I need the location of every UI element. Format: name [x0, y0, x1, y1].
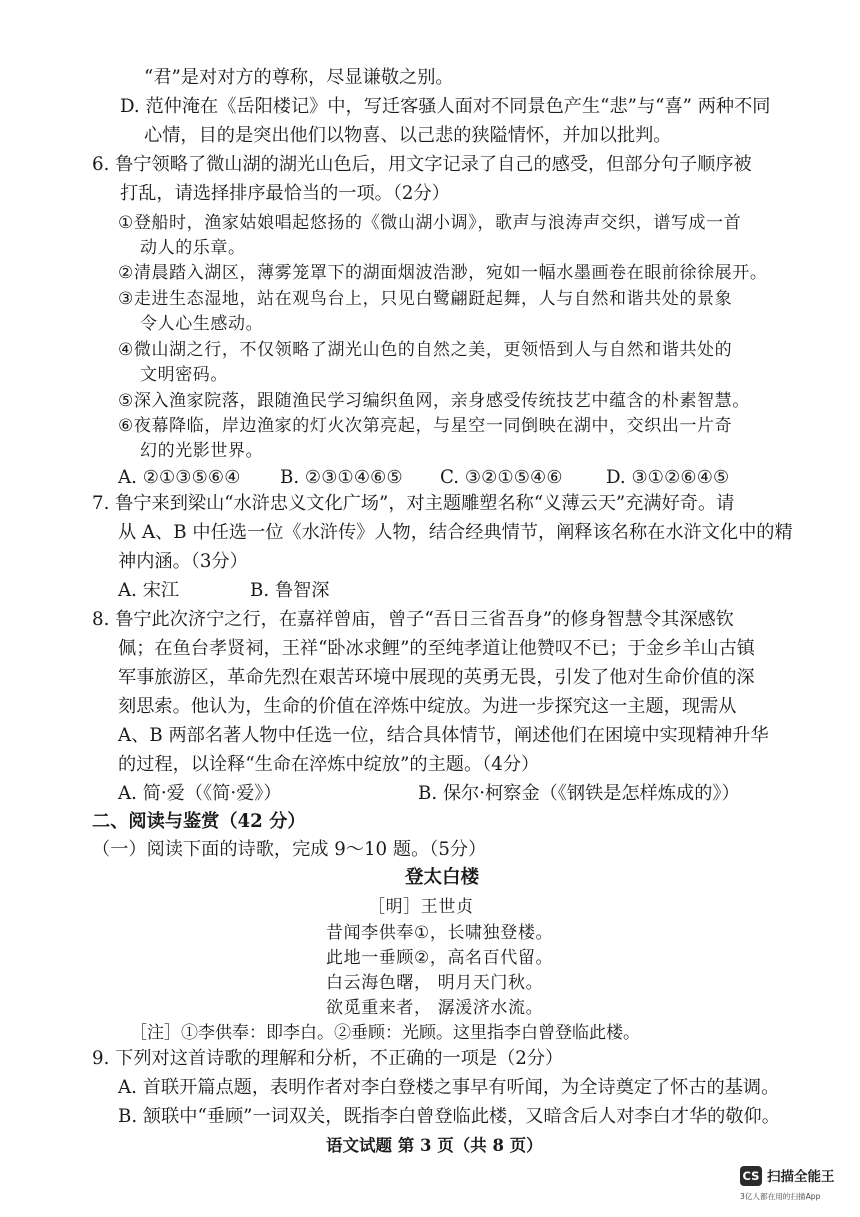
question-9-stem: 9. 下列对这首诗歌的理解和分析，不正确的一项是（2分）	[92, 1048, 564, 1069]
question-8-line6: 的过程，以诠释“生命在淬炼中绽放”的主题。（4分）	[118, 754, 540, 775]
watermark-tagline: 3亿人都在用的扫描App	[740, 1192, 821, 1201]
question-6-option-c: C. ③②①⑤④⑥	[440, 467, 563, 488]
sentence-4-line1: ④微山湖之行，不仅领略了湖光山色的自然之美，更领悟到人与自然和谐共处的	[118, 340, 733, 360]
question-8-option-a: A. 简·爱（《简·爱》）	[118, 783, 282, 804]
poem-line-4: 欲觅重来者， 潺湲济水流。	[326, 998, 544, 1018]
question-7-option-b: B. 鲁智深	[250, 580, 330, 601]
scanner-watermark	[740, 1163, 860, 1213]
question-8-line5: A、B 两部名著人物中任选一位，结合具体情节，阐述他们在困境中实现精神升华	[118, 725, 769, 746]
question-8-line4: 刻思索。他认为，生命的价值在淬炼中绽放。为进一步探究这一主题，现需从	[118, 696, 737, 717]
option-d-line2: 心情，目的是突出他们以物喜、以己悲的狭隘情怀，并加以批判。	[144, 125, 672, 146]
sentence-5: ⑤深入渔家院落，跟随渔民学习编织鱼网，亲身感受传统技艺中蕴含的朴素智慧。	[118, 391, 750, 411]
sentence-1-line2: 动人的乐章。	[140, 238, 246, 258]
question-9-option-a: A. 首联开篇点题，表明作者对李白登楼之事早有听闻，为全诗奠定了怀古的基调。	[118, 1077, 780, 1098]
question-9-option-b: B. 颔联中“垂顾”一词双关，既指李白曾登临此楼，又暗含后人对李白才华的敬仰。	[118, 1106, 780, 1127]
sentence-2: ②清晨踏入湖区，薄雾笼罩下的湖面烟波浩渺，宛如一幅水墨画卷在眼前徐徐展开。	[118, 263, 768, 283]
section-2-heading: 二、阅读与鉴赏（42 分）	[92, 811, 306, 832]
question-7-stem-line2: 从 A、B 中任选一位《水浒传》人物，结合经典情节，阐释该名称在水浒文化中的精	[118, 522, 793, 543]
sentence-4-line2: 文明密码。	[140, 365, 228, 385]
poem-line-2: 此地一垂顾②，高名百代留。	[326, 948, 554, 968]
question-7-option-a: A. 宋江	[118, 580, 180, 601]
question-6-option-d: D. ③①②⑥④⑤	[606, 467, 730, 488]
question-7-stem-line3: 神内涵。（3分）	[118, 551, 248, 572]
sentence-1-line1: ①登船时，渔家姑娘唱起悠扬的《微山湖小调》，歌声与浪涛声交织，谱写成一首	[118, 213, 742, 233]
camscanner-logo-icon: CS	[740, 1166, 762, 1186]
question-7-stem-line1: 7. 鲁宁来到梁山“水浒忠义文化广场”，对主题雕塑名称“义薄云天”充满好奇。请	[92, 493, 735, 514]
option-d-tail: “君”是对对方的尊称，尽显谦敬之别。	[144, 67, 454, 88]
sentence-3-line2: 令人心生感动。	[140, 314, 264, 334]
page-footer: 语文试题 第 3 页（共 8 页）	[326, 1136, 543, 1155]
poem-author: ［明］王世贞	[368, 897, 474, 917]
poem-line-1: 昔闻李供奉①，长啸独登楼。	[326, 923, 554, 943]
question-6-option-a: A. ②①③⑤⑥④	[118, 467, 241, 488]
sentence-6-line1: ⑥夜幕降临，岸边渔家的灯火次第亮起，与星空一同倒映在湖中，交织出一片奇	[118, 416, 733, 436]
option-d-line1: D. 范仲淹在《岳阳楼记》中，写迁客骚人面对不同景色产生“悲”与“喜” 两种不同	[120, 96, 771, 117]
poem-note: ［注］①李供奉：即李白。②垂顾：光顾。这里指李白曾登临此楼。	[130, 1023, 640, 1043]
question-6-stem-line2: 打乱，请选择排序最恰当的一项。（2分）	[120, 183, 450, 204]
question-8-option-b: B. 保尔·柯察金（《钢铁是怎样炼成的》）	[418, 783, 740, 804]
sentence-6-line2: 幻的光影世界。	[140, 441, 264, 461]
sentence-3-line1: ③走进生态湿地，站在观鸟台上，只见白鹭翩跹起舞，人与自然和谐共处的景象	[118, 289, 733, 309]
section-2-subheading: （一）阅读下面的诗歌，完成 9～10 题。（5分）	[92, 839, 487, 860]
poem-line-3: 白云海色曙， 明月天门秋。	[326, 973, 544, 993]
question-6-option-b: B. ②③①④⑥⑤	[280, 467, 403, 488]
question-8-line2: 佩；在鱼台孝贤祠，王祥“卧冰求鲤”的至纯孝道让他赞叹不已；于金乡羊山古镇	[118, 638, 755, 659]
question-8-line1: 8. 鲁宁此次济宁之行，在嘉祥曾庙，曾子“吾日三省吾身”的修身智慧令其深感钦	[92, 609, 734, 630]
question-8-line3: 军事旅游区，革命先烈在艰苦环境中展现的英勇无畏，引发了他对生命价值的深	[118, 667, 755, 688]
watermark-brand: 扫描全能王	[767, 1169, 835, 1185]
question-6-stem-line1: 6. 鲁宁领略了微山湖的湖光山色后，用文字记录了自己的感受，但部分句子顺序被	[92, 154, 752, 175]
poem-title: 登太白楼	[405, 867, 480, 888]
